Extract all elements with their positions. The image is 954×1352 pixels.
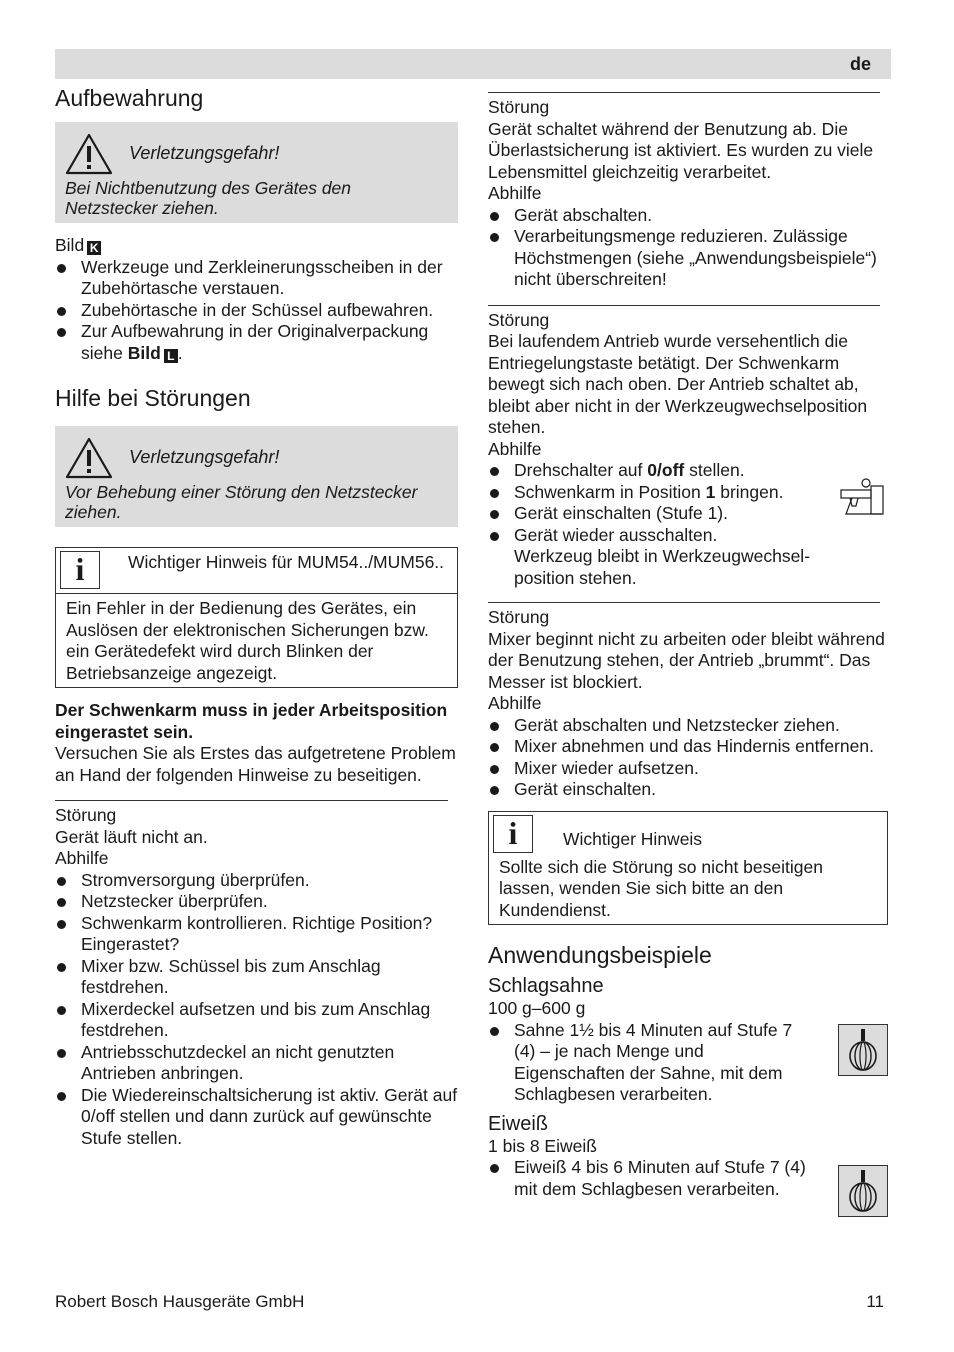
list-item: Gerät abschalten und Netzstecker ziehen. [488,715,888,737]
remedy-list [55,870,458,1150]
list-item: Schwenkarm kontrollieren. Richtige Position? Eingerastet? [55,913,458,956]
example-title-cream: Schlagsahne [488,975,604,997]
warning-box-help [55,426,458,527]
list-item: Gerät wieder ausschalten. [488,525,888,547]
fault-text: Gerät schaltet während der Benutzung ab. Die Überlastsicherung ist aktiviert. Es wurden zu viele Lebensmittel gleichzeitig verarbeitet. [488,118,874,182]
divider [55,800,448,801]
fault-text: Gerät läuft nicht an. [55,826,208,847]
list-item: Gerät abschalten. [488,205,888,227]
list-item: Werkzeuge und Zerkleinerungsscheiben in der Zubehörtasche verstauen. [55,257,458,300]
warning-text: Bei Nichtbenutzung des Gerätes den Netzstecker ziehen. [65,178,352,218]
left-column [55,80,458,1149]
divider [488,602,880,603]
list-item: Drehschalter auf 0/off stellen. [488,460,888,482]
list-item-continuation: Werkzeug bleibt in Werkzeugwechselposition stehen. [514,546,811,588]
footer-company: Robert Bosch Hausgeräte GmbH [55,1292,305,1311]
info-title: Wichtiger Hinweis [563,828,703,849]
remedy-list [488,205,888,291]
list-item: Verarbeitungsmenge reduzieren. Zulässige Höchstmengen (siehe „Anwendungsbeispiele“) nicht überschreiten! [488,226,888,291]
list-item: Sahne 1½ bis 4 Minuten auf Stufe 7 (4) – je nach Menge und Eigenschaften der Sahne, mit dem Schlagbesen verarbeiten. [488,1020,818,1106]
warning-box-storage [55,122,458,223]
fault-label: Störung [55,805,117,825]
list-item: Mixer bzw. Schüssel bis zum Anschlag festdrehen. [55,956,458,999]
list-item: Zubehörtasche in der Schüssel aufbewahren. [55,300,458,322]
example-title-egg: Eiweiß [488,1112,549,1135]
whisk-icon [845,1028,881,1072]
warning-title: Verletzungsgefahr! [129,447,280,468]
language-label: de [849,54,871,74]
header-bar [55,49,891,79]
list-item: Die Wiedereinschaltsicherung ist aktiv. Gerät auf 0/off stellen und dann zurück auf gewünschte Stufe stellen. [55,1085,458,1150]
fault-text: Bei laufendem Antrieb wurde versehentlich die Entriegelungstaste betätigt. Der Schwenkarm bewegt sich nach oben. Der Antrieb schaltet ab, bleibt aber nicht in der Werkzeugwechselposition stehen. [488,331,868,437]
info-icon: i [493,815,533,853]
whisk-icon-box [838,1024,888,1076]
remedy-label: Abhilfe [488,183,542,203]
whisk-icon-box [838,1165,888,1217]
warning-text: Vor Behebung einer Störung den Netzstecker ziehen. [65,482,418,522]
section-title-help: Hilfe bei Störungen [55,385,251,411]
example-amount: 1 bis 8 Eiweiß [488,1135,597,1156]
section-title-examples: Anwendungsbeispiele [488,942,712,968]
example-list [488,1020,818,1106]
remedy-list [488,715,888,801]
info-text: Sollte sich die Störung so nicht beseitigen lassen, wenden Sie sich bitte an den Kundendienst. [499,856,823,920]
divider [488,92,880,93]
example-list [488,1157,833,1200]
list-item: Mixerdeckel aufsetzen und bis zum Anschlag festdrehen. [55,999,458,1042]
list-item: Gerät einschalten. [488,779,888,801]
list-item: Mixer abnehmen und das Hindernis entfernen. [488,736,888,758]
info-text: Ein Fehler in der Bedienung des Gerätes, ein Auslösen der elektronischen Sicherungen bzw. ein Gerätedefekt wird durch Blinken der Betriebsanzeige angezeigt. [56,593,457,687]
bild-reference: Bild K [55,235,458,257]
info-icon: i [60,551,100,589]
remedy-label: Abhilfe [488,693,542,713]
right-column [488,92,888,1200]
figure-l-icon: L [164,349,178,363]
footer-page-number: 11 [866,1292,884,1311]
list-item: Eiweiß 4 bis 6 Minuten auf Stufe 7 (4) mit dem Schlagbesen verarbeiten. [488,1157,833,1200]
section-title-storage: Aufbewahrung [55,85,204,111]
divider [488,305,880,306]
warning-triangle-icon [65,132,113,176]
example-amount: 100 g–600 g [488,998,586,1018]
storage-list [55,257,458,365]
fault-text: Mixer beginnt nicht zu arbeiten oder bleibt während der Benutzung stehen, der Antrieb „brummt“. Das Messer ist blockiert. [488,628,885,692]
remedy-label: Abhilfe [488,438,542,459]
whisk-icon [845,1169,881,1213]
fault-label: Störung [488,607,550,627]
note-text: Versuchen Sie als Erstes das aufgetretene Problem an Hand der folgenden Hinweise zu beseitigen. [55,743,456,785]
list-item: Schwenkarm in Position 1 bringen. [488,482,888,504]
list-item: Zur Aufbewahrung in der Originalverpackung siehe Bild L . [55,321,458,364]
list-item: Stromversorgung überprüfen. [55,870,458,892]
remedy-label: Abhilfe [55,848,109,868]
fault-label: Störung [488,309,550,330]
list-item: Antriebsschutzdeckel an nicht genutzten Antrieben anbringen. [55,1042,458,1085]
list-item: Gerät einschalten (Stufe 1). [488,503,888,525]
warning-triangle-icon [65,436,113,480]
list-item: Mixer wieder aufsetzen. [488,758,888,780]
info-box-mum [55,547,458,688]
warning-title: Verletzungsgefahr! [129,143,280,164]
info-box-hint [488,811,888,926]
info-title: Wichtiger Hinweis für MUM54../MUM56.. [128,552,445,572]
figure-k-icon: K [87,241,101,255]
remedy-list [488,460,888,589]
list-item: Netzstecker überprüfen. [55,891,458,913]
bold-note: Der Schwenkarm muss in jeder Arbeitsposition eingerastet sein. [55,700,448,742]
fault-label: Störung [488,97,550,117]
